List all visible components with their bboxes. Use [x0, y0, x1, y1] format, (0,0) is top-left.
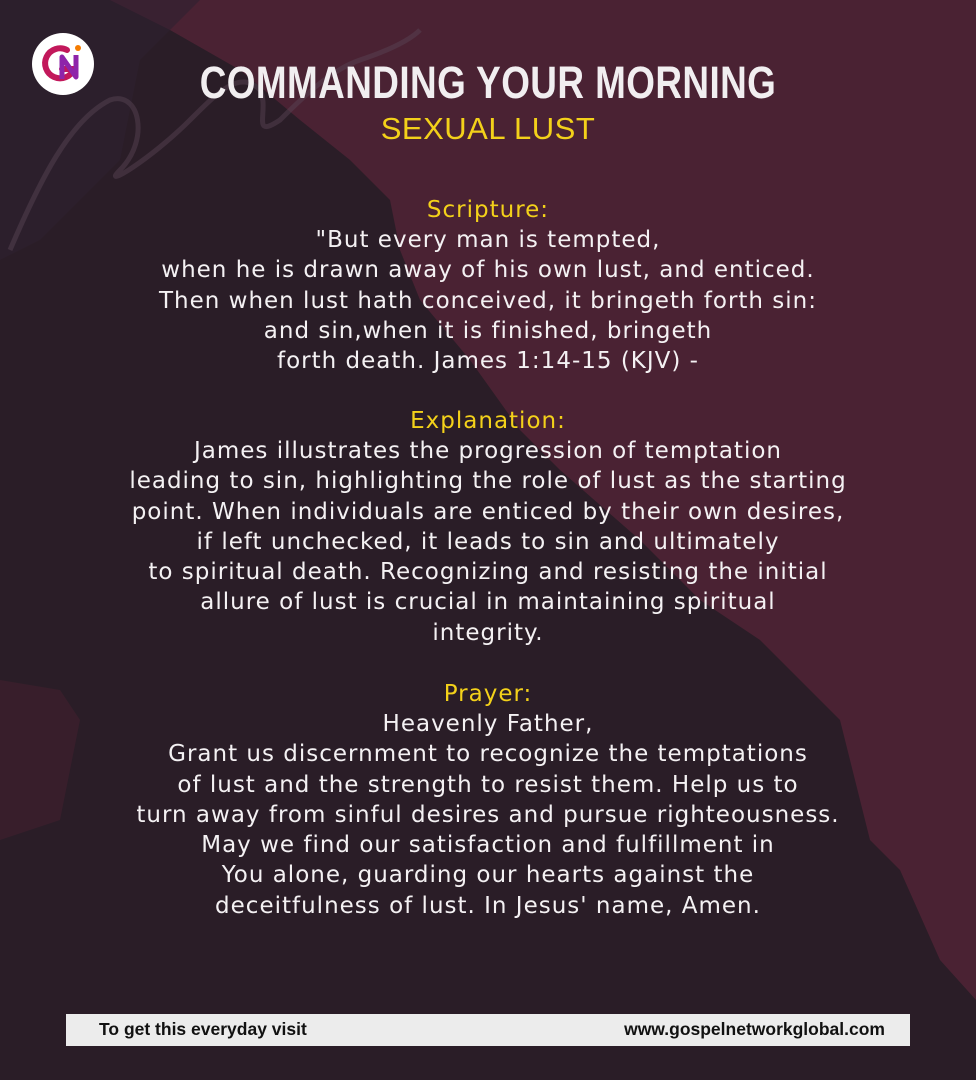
explanation-heading: Explanation:: [410, 408, 566, 434]
prayer-line: turn away from sinful desires and pursue righteousness.: [136, 801, 840, 828]
scripture-line: and sin,when it is finished, bringeth: [263, 317, 713, 344]
explanation-line: leading to sin, highlighting the role of lust as the starting: [129, 468, 847, 495]
scripture-line: when he is drawn away of his own lust, and enticed.: [161, 257, 815, 284]
prayer-heading: Prayer:: [443, 681, 533, 707]
brand-logo: [32, 33, 94, 95]
page-subtitle: SEXUAL LUST: [380, 111, 596, 146]
page-title: COMMANDING YOUR MORNING: [199, 57, 777, 108]
prayer-line: deceitfulness of lust. In Jesus' name, Amen.: [215, 892, 761, 919]
explanation-line: James illustrates the progression of temptation: [193, 438, 782, 464]
explanation-section: [0, 406, 976, 648]
prayer-line: May we find our satisfaction and fulfillment in: [201, 832, 775, 859]
prayer-line: You alone, guarding our hearts against the: [221, 862, 755, 889]
scripture-line: forth death. James 1:14-15 (KJV) -: [276, 348, 699, 375]
prayer-section: [0, 679, 976, 921]
prayer-line: of lust and the strength to resist them. Help us to: [177, 771, 799, 798]
explanation-line: to spiritual death. Recognizing and resisting the initial: [148, 559, 828, 586]
explanation-line: integrity.: [432, 619, 544, 646]
explanation-line: point. When individuals are enticed by their own desires,: [131, 498, 845, 525]
prayer-line: Heavenly Father,: [382, 711, 594, 737]
scripture-section: [0, 195, 976, 376]
scripture-line: Then when lust hath conceived, it bringeth forth sin:: [158, 287, 818, 314]
prayer-line: Grant us discernment to recognize the temptations: [168, 741, 808, 768]
website-link[interactable]: www.gospelnetworkglobal.com: [624, 1019, 885, 1039]
explanation-line: if left unchecked, it leads to sin and ultimately: [196, 528, 780, 555]
scripture-heading: Scripture:: [426, 197, 550, 223]
scripture-line: "But every man is tempted,: [315, 227, 661, 253]
footer-bar: [66, 1014, 910, 1046]
gn-logo-icon: [32, 33, 94, 95]
explanation-line: allure of lust is crucial in maintaining spiritual: [200, 589, 776, 616]
footer-cta-text: To get this everyday visit: [99, 1019, 307, 1039]
